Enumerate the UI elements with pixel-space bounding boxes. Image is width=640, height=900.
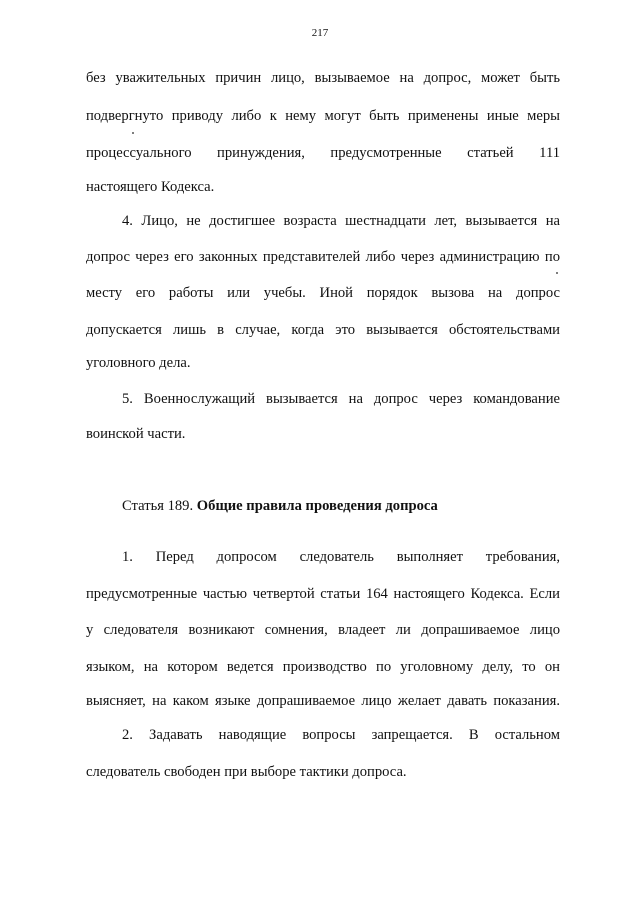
- text-line: воинской части.: [86, 426, 186, 442]
- scan-speck: [556, 272, 558, 274]
- text-line: 5. Военнослужащий вызывается на допрос через командование: [122, 391, 560, 407]
- text-line: процессуального принуждения, предусмотренные статьей 111: [86, 145, 560, 161]
- text-line: у следователя возникают сомнения, владеет ли допрашиваемое лицо: [86, 622, 560, 638]
- text-line: без уважительных причин лицо, вызываемое на допрос, может быть: [86, 70, 560, 86]
- text-line: подвергнуто приводу либо к нему могут быть применены иные меры: [86, 108, 560, 124]
- article-title: Общие правила проведения допроса: [196, 498, 438, 514]
- text-line: 2. Задавать наводящие вопросы запрещается. В остальном: [122, 727, 560, 743]
- text-line: 4. Лицо, не достигшее возраста шестнадцати лет, вызывается на: [122, 213, 560, 229]
- text-line: 1. Перед допросом следователь выполняет требования,: [122, 549, 560, 565]
- text-line: предусмотренные частью четвертой статьи 164 настоящего Кодекса. Если: [86, 586, 560, 602]
- text-line: выясняет, на каком языке допрашиваемое лицо желает давать показания.: [86, 693, 560, 709]
- text-line: следователь свободен при выборе тактики допроса.: [86, 764, 407, 780]
- article-heading: [122, 497, 438, 515]
- page-number: 217: [311, 27, 329, 39]
- text-line: допрос через его законных представителей либо через администрацию по: [86, 249, 560, 265]
- text-line: месту его работы или учебы. Иной порядок вызова на допрос: [86, 285, 560, 301]
- article-number: Статья 189.: [122, 498, 194, 514]
- text-line: допускается лишь в случае, когда это вызывается обстоятельствами: [86, 322, 560, 338]
- text-line: языком, на котором ведется производство по уголовному делу, то он: [86, 659, 560, 675]
- text-line: настоящего Кодекса.: [86, 179, 215, 195]
- scan-speck: [132, 132, 134, 134]
- text-line: уголовного дела.: [86, 355, 191, 371]
